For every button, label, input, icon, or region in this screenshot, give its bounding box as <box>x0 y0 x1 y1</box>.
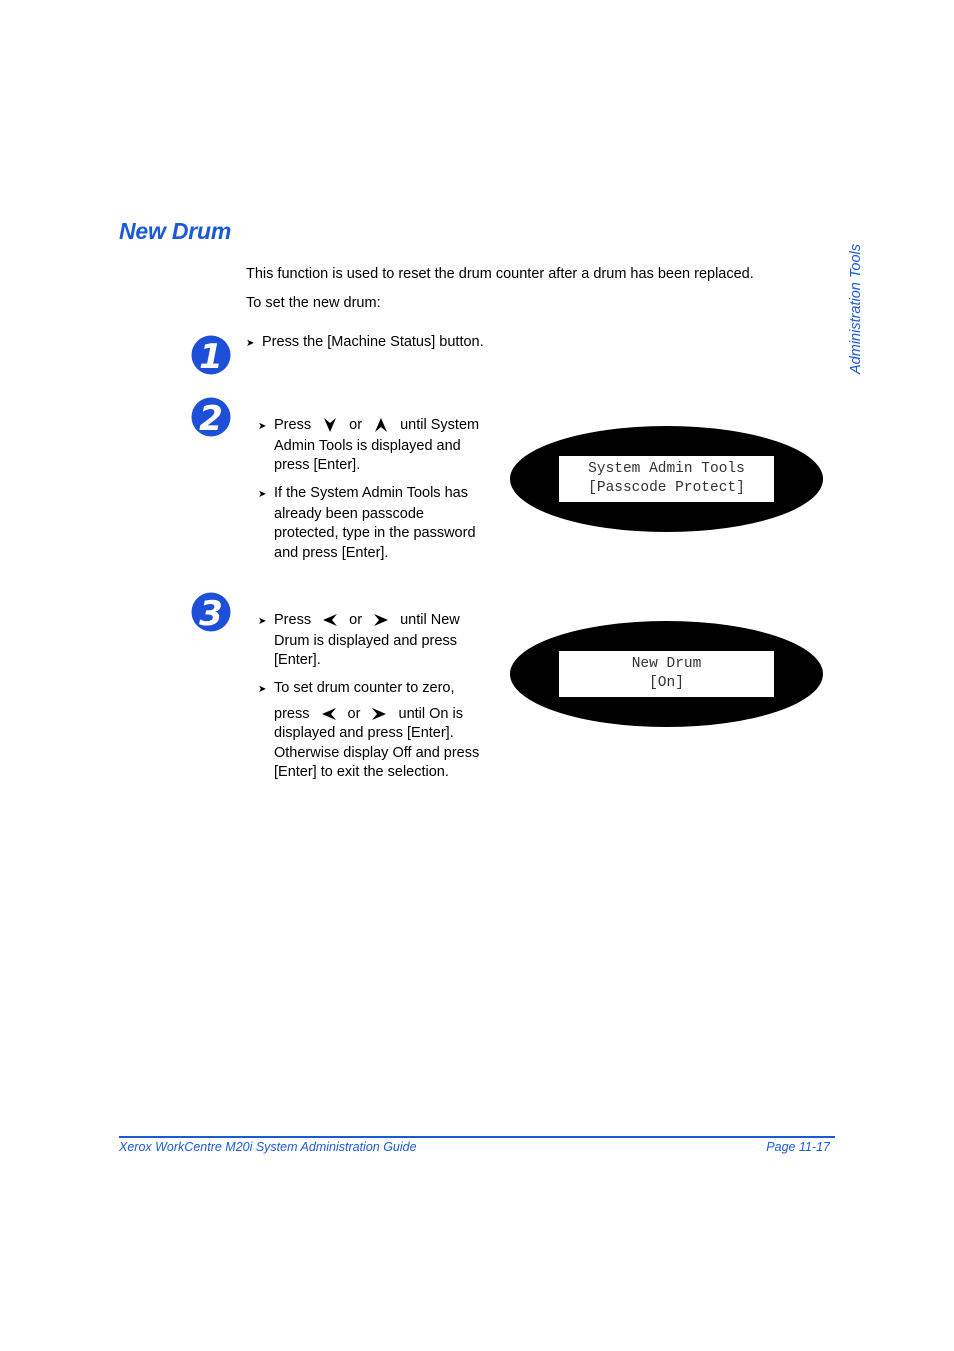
step-3-icon <box>191 592 231 632</box>
step-2-badge <box>191 397 231 437</box>
step-3-badge <box>191 592 231 632</box>
right-arrow-icon <box>364 706 394 722</box>
up-arrow-icon <box>366 417 396 433</box>
footer-guide-title: Xerox WorkCentre M20i System Administration Guide <box>119 1140 417 1154</box>
bullet-arrow-icon: ➤ <box>246 338 255 349</box>
step-2-bullet-1: ➤ Press or until System Admin Tools is displayed and press [Enter]. <box>258 416 479 476</box>
lcd-screen-1 <box>559 456 774 502</box>
step-1-number: 1 <box>199 337 223 375</box>
step-3-number: 3 <box>199 594 223 632</box>
lcd-display-2 <box>510 621 823 727</box>
step-2-number: 2 <box>199 399 223 437</box>
bullet-arrow-icon: ➤ <box>258 421 267 432</box>
lcd-2-line-1: New Drum <box>631 656 702 672</box>
lcd-2-line-2: [On] <box>649 675 684 691</box>
lcd-display-1 <box>510 426 823 532</box>
right-arrow-icon <box>366 612 396 628</box>
step-2-bullet-2: ➤ If the System Admin Tools has already been passcode protected, type in the password and press [Enter]. <box>258 485 476 561</box>
down-arrow-icon <box>315 417 345 433</box>
bullet-arrow-icon: ➤ <box>258 616 267 627</box>
bullet-arrow-icon: ➤ <box>258 489 267 500</box>
step-3-bullet-1: ➤ Press or until New Drum is displayed and press [Enter]. <box>258 612 460 668</box>
step-1-badge <box>191 335 231 375</box>
left-arrow-icon <box>315 612 345 628</box>
lcd-1-line-1: System Admin Tools <box>588 461 745 477</box>
lead-in-text: To set the new drum: <box>246 295 381 311</box>
step-1-icon <box>191 335 231 375</box>
step-2-icon <box>191 397 231 437</box>
step-2-bullet-1-line-2: press [Enter]. <box>274 457 361 473</box>
side-tab <box>846 226 866 374</box>
step-3-bullet-2: ➤ To set drum counter to zero, press or until On is displayed and press [Enter]. Otherwise display Off and press [Enter] to exit the selection. <box>258 680 480 780</box>
lcd-screen-2 <box>559 651 774 697</box>
bullet-arrow-icon: ➤ <box>258 684 267 695</box>
step-2-bullet-1-line-1: Admin Tools is displayed and <box>274 437 461 454</box>
step-1-bullet-1: ➤ Press the [Machine Status] button. <box>246 333 484 354</box>
section-title: New Drum <box>119 218 232 244</box>
footer-page-number: Page 11-17 <box>766 1140 830 1154</box>
lcd-1-line-2: [Passcode Protect] <box>588 480 745 496</box>
intro-text: This function is used to reset the drum counter after a drum has been replaced. <box>246 266 754 282</box>
footer-rule <box>119 1136 835 1138</box>
side-tab-label: Administration Tools <box>848 243 864 374</box>
left-arrow-icon <box>314 706 344 722</box>
